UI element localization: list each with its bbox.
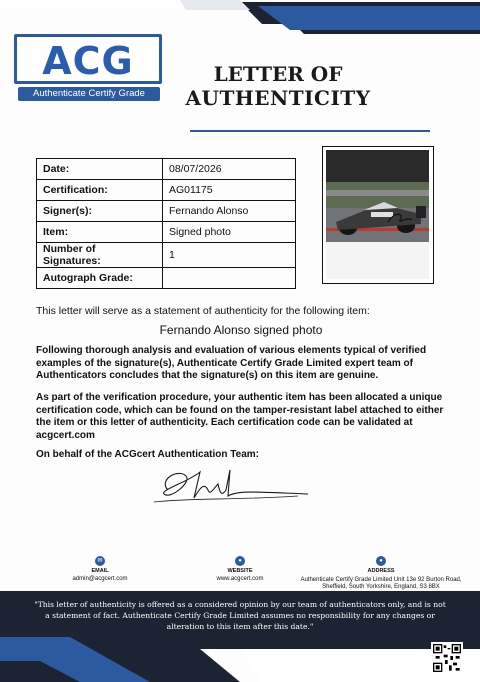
details-value: AG01175 [163, 180, 296, 201]
disclaimer-text: "This letter of authenticity is offered as a considered opinion by our team of authenticators only, and is not a statement of fact. Authenticate Certify Grade Limited assumes no responsibility for any changes or alteration to this item after this date." [34, 600, 446, 631]
details-value: 08/07/2026 [163, 159, 296, 180]
details-label: Number of Signatures: [37, 243, 163, 268]
address-text: Authenticate Certify Grade Limited Unit 13e 92 Burton Road, Sheffield, South Yorkshire, England, S3 8BX [300, 577, 462, 590]
table-row [37, 268, 296, 289]
details-value [163, 268, 296, 289]
logo-wordmark: ACG [42, 39, 134, 83]
website-label: WEBSITE [227, 568, 253, 574]
qr-code[interactable] [431, 642, 463, 674]
details-value: 1 [163, 243, 296, 268]
address-label: ADDRESS [367, 568, 395, 574]
details-label: Signer(s): [37, 201, 163, 222]
details-value: Fernando Alonso [163, 201, 296, 222]
details-label: Certification: [37, 180, 163, 201]
certification-paragraph: As part of the verification procedure, your authentic item has been allocated a unique certification code, which can be found on the tamper-resistant label attached to either the item or this letter of authenticity. Each certification code can be validated at acgcert.com [36, 392, 444, 441]
table-row [37, 222, 296, 243]
contact-website [202, 556, 278, 582]
document-title [168, 62, 388, 110]
details-value: Signed photo [163, 222, 296, 243]
globe-icon: ● [235, 556, 245, 566]
header-divider [190, 130, 430, 132]
authentication-paragraph: Following thorough analysis and evaluation of various elements typical of verified examples of the signature(s), Authenticate Certify Grade Limited expert team of Authenticators concludes that the signature(s) on this item are genuine. [36, 345, 427, 381]
statement-text: This letter will serve as a statement of authenticity for the following item: [36, 305, 370, 317]
email-address[interactable]: admin@acgcert.com [72, 576, 128, 582]
signed-photo-frame [322, 146, 434, 284]
table-row [37, 243, 296, 268]
signed-photo [326, 150, 429, 279]
email-label: EMAIL [91, 568, 109, 574]
table-row [37, 180, 296, 201]
table-row [37, 159, 296, 180]
authenticator-signature [148, 460, 318, 510]
certificate-details-table [36, 158, 296, 289]
contact-address [296, 556, 466, 591]
table-row [37, 201, 296, 222]
logo-tagline: Authenticate Certify Grade [18, 87, 160, 101]
acg-logo [14, 34, 162, 104]
details-label: Date: [37, 159, 163, 180]
logo-frame [14, 34, 162, 84]
website-link[interactable]: www.acgcert.com [216, 576, 264, 582]
envelope-icon: ✉ [95, 556, 105, 566]
title-line-1: LETTER OF [213, 62, 343, 86]
contact-email [62, 556, 138, 582]
details-label: Item: [37, 222, 163, 243]
details-label: Autograph Grade: [37, 268, 163, 289]
item-name: Fernando Alonso signed photo [159, 323, 323, 337]
title-line-2: AUTHENTICITY [185, 86, 371, 110]
location-pin-icon: ● [376, 556, 386, 566]
on-behalf-text: On behalf of the ACGcert Authentication Team: [36, 449, 259, 460]
